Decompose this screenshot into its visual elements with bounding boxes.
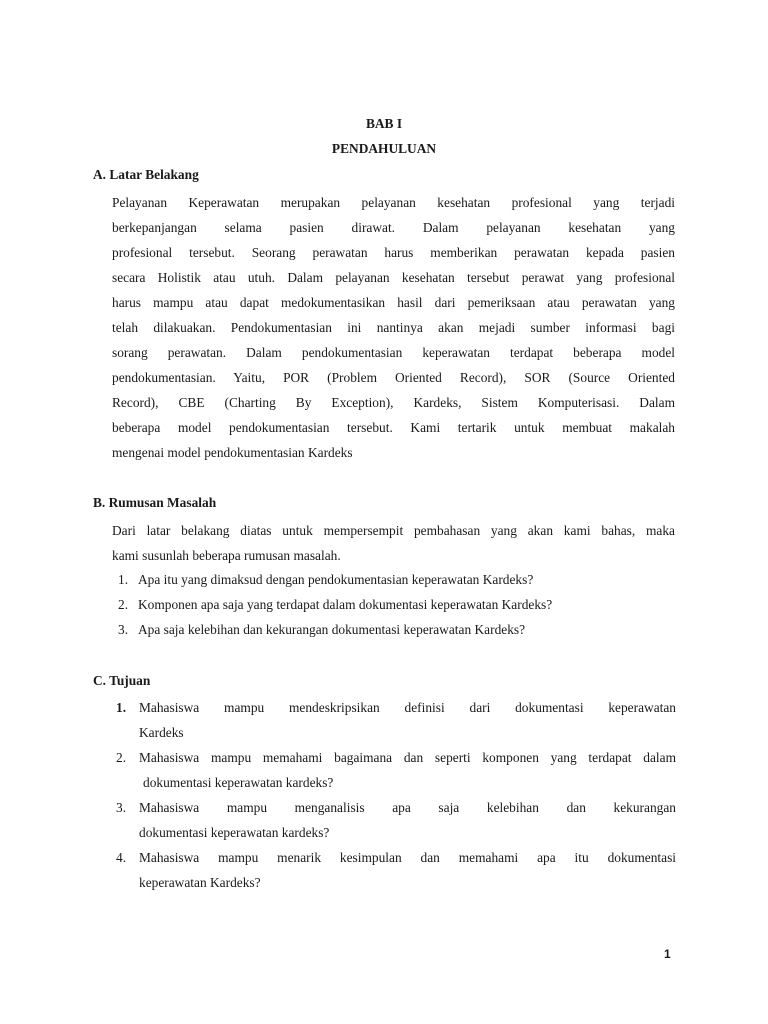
list-text: Apa itu yang dimaksud dengan pendokumentasian keperawatan Kardeks? (138, 572, 534, 587)
goal-line: Mahasiswa mampu memahami bagaimana dan seperti komponen yang terdapat dalam (139, 750, 676, 765)
paragraph-line: pendokumentasian. Yaitu, POR (Problem Oriented Record), SOR (Source Oriented (112, 370, 675, 385)
section-a-paragraph (112, 190, 675, 465)
goal-number: 3. (116, 800, 127, 815)
goal-line: keperawatan Kardeks? (139, 875, 261, 890)
paragraph-line: Record), CBE (Charting By Exception), Kardeks, Sistem Komputerisasi. Dalam (112, 395, 675, 410)
paragraph-line: sorang perawatan. Dalam pendokumentasian keperawatan terdapat beberapa model (112, 345, 675, 360)
list-number: 1. (118, 572, 129, 587)
list-item (118, 572, 675, 588)
list-text: Apa saja kelebihan dan kekurangan dokumentasi keperawatan Kardeks? (138, 622, 526, 637)
goal-number: 2. (116, 750, 127, 765)
list-number: 3. (118, 622, 129, 637)
goal-line: Mahasiswa mampu mendeskripsikan definisi dari dokumentasi keperawatan (139, 700, 676, 715)
list-item (118, 622, 675, 638)
goal-number: 1. (116, 700, 127, 715)
section-b-title: B. Rumusan Masalah (93, 495, 217, 510)
goal-line: Mahasiswa mampu menarik kesimpulan dan memahami apa itu dokumentasi (139, 850, 676, 865)
paragraph-line: berkepanjangan selama pasien dirawat. Dalam pelayanan kesehatan yang (112, 220, 675, 235)
paragraph-line: profesional tersebut. Seorang perawatan harus memberikan perawatan kepada pasien (112, 245, 675, 260)
list-number: 2. (118, 597, 129, 612)
list-item (118, 597, 675, 613)
paragraph-line: secara Holistik atau utuh. Dalam pelayanan kesehatan tersebut perawat yang profesional (112, 270, 675, 285)
paragraph-line: mengenai model pendokumentasian Kardeks (112, 445, 353, 460)
chapter-label: BAB I (365, 116, 403, 131)
goal-line: Mahasiswa mampu menganalisis apa saja kelebihan dan kekurangan (139, 800, 676, 815)
list-text: Komponen apa saja yang terdapat dalam dokumentasi keperawatan Kardeks? (138, 597, 553, 612)
section-b-paragraph (112, 518, 675, 568)
goal-line: dokumentasi keperawatan kardeks? (139, 825, 330, 840)
page-number: 1 (664, 947, 671, 961)
section-a-title: A. Latar Belakang (93, 167, 199, 182)
goal-line: Kardeks (139, 725, 184, 740)
paragraph-line: Dari latar belakang diatas untuk mempersempit pembahasan yang akan kami bahas, maka (112, 523, 675, 538)
chapter-title: PENDAHULUAN (331, 141, 437, 156)
paragraph-line: harus mampu atau dapat medokumentasikan hasil dari pemeriksaan atau perawatan yang (112, 295, 675, 310)
section-c-title: C. Tujuan (93, 673, 151, 688)
goal-number: 4. (116, 850, 127, 865)
goal-line: dokumentasi keperawatan kardeks? (143, 775, 334, 790)
paragraph-line: Pelayanan Keperawatan merupakan pelayanan kesehatan profesional yang terjadi (112, 195, 675, 210)
paragraph-line: beberapa model pendokumentasian tersebut. Kami tertarik untuk membuat makalah (112, 420, 675, 435)
paragraph-line: kami susunlah beberapa rumusan masalah. (112, 548, 341, 563)
paragraph-line: telah dilakuakan. Pendokumentasian ini nantinya akan mejadi sumber informasi bagi (112, 320, 675, 335)
